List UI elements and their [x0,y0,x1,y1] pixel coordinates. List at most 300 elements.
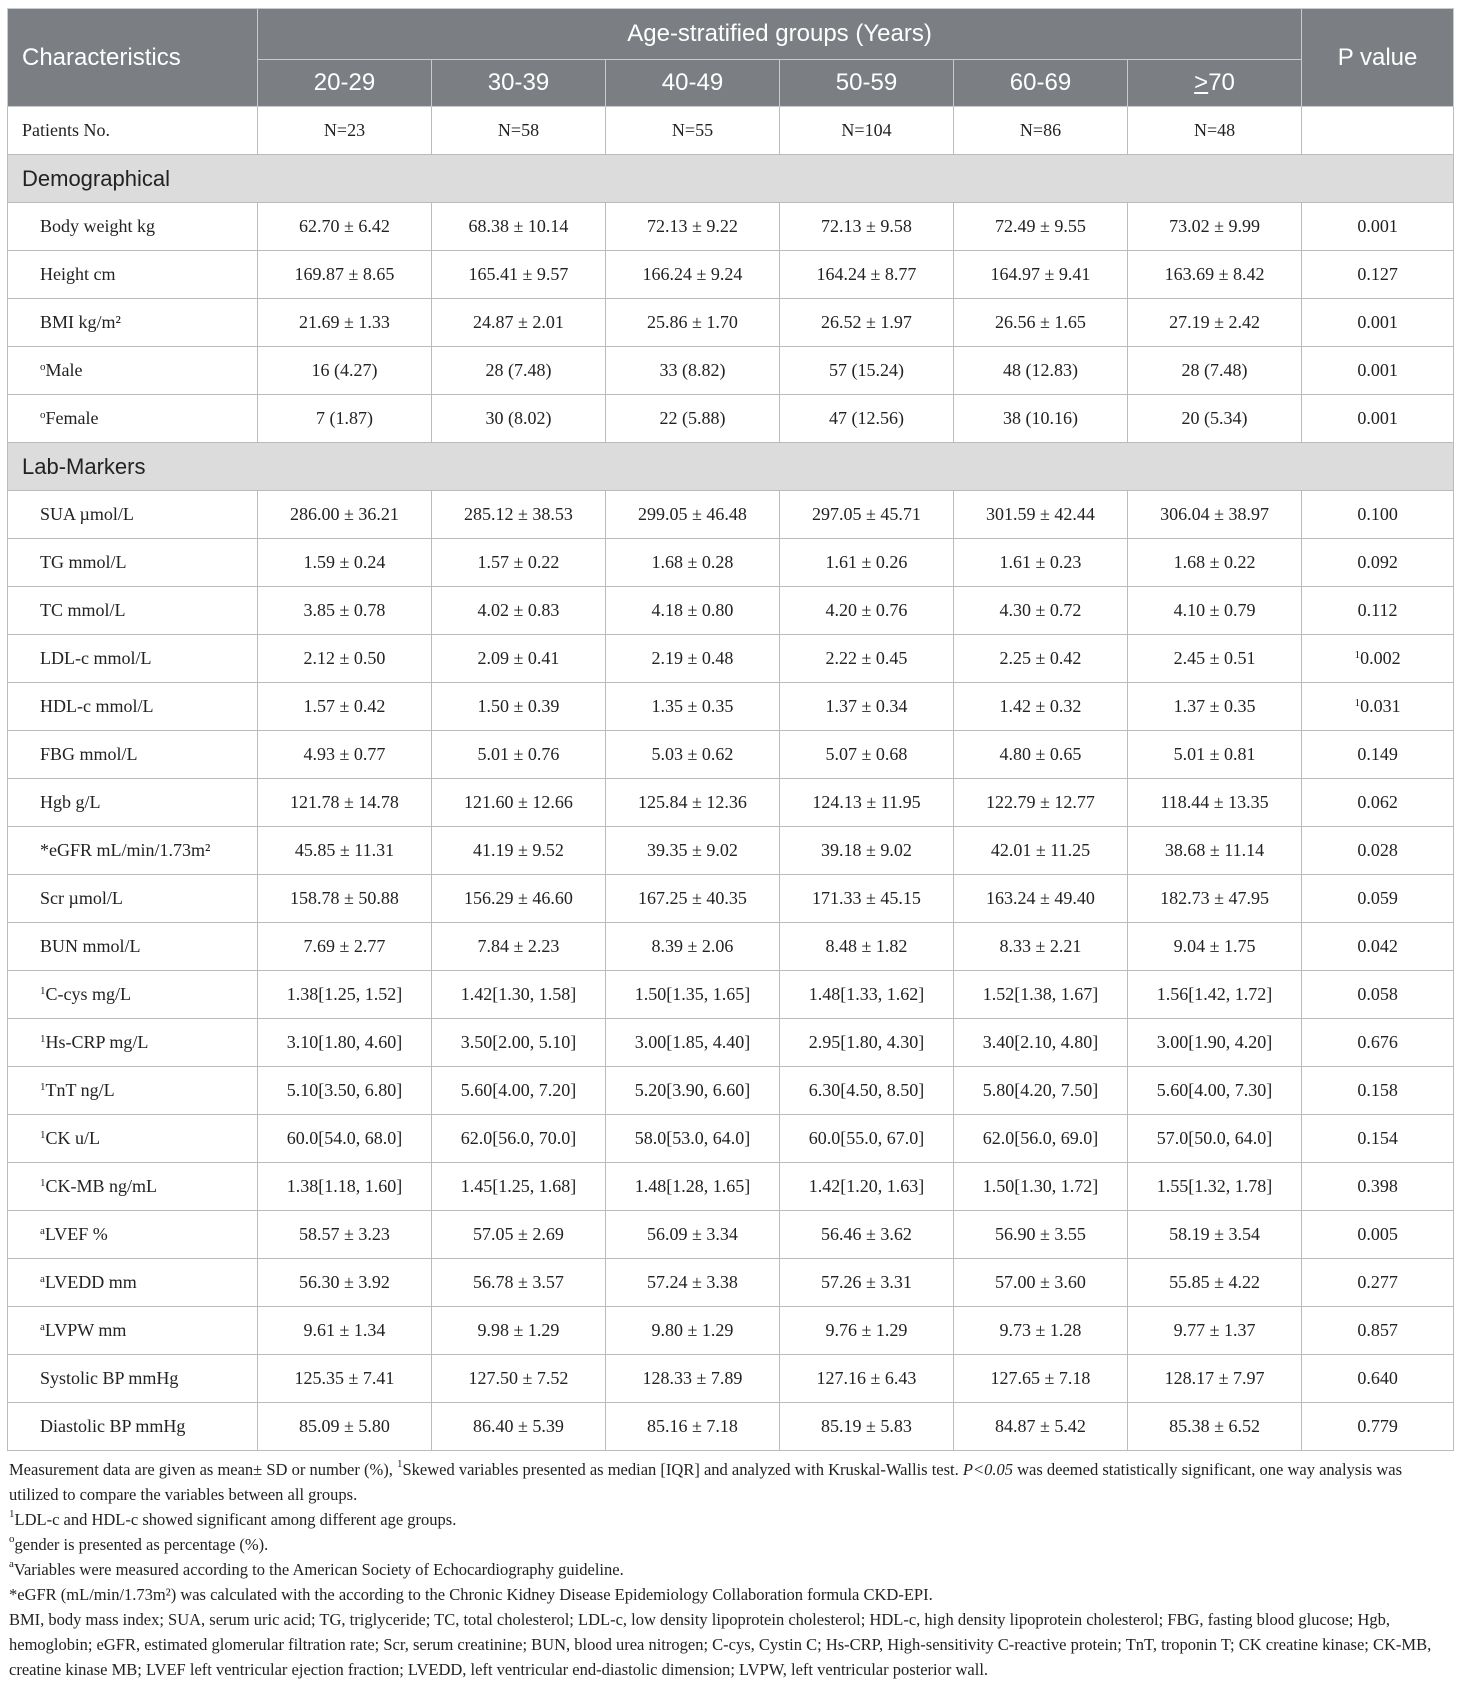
table-row [8,731,1454,779]
p-value-cell [1302,1307,1454,1355]
row-label-mark: o [40,409,46,421]
p-value-text: 0.001 [1357,312,1398,332]
row-label-mark: 1 [40,1081,46,1093]
table-cell: 127.16 ± 6.43 [780,1355,954,1403]
table-cell: 1.68 ± 0.28 [606,539,780,587]
row-label-text: Hgb g/L [40,792,101,812]
p-value-text: 0.062 [1357,792,1398,812]
table-cell: 20 (5.34) [1128,395,1302,443]
p-value-text: 0.127 [1357,264,1398,284]
table-cell: 125.84 ± 12.36 [606,779,780,827]
table-row [8,1403,1454,1451]
table-cell: 4.93 ± 0.77 [258,731,432,779]
table-row [8,923,1454,971]
age-last-value: 70 [1208,69,1235,96]
row-label [8,395,258,443]
row-label-text: CK u/L [45,1128,101,1148]
table-cell: 5.20[3.90, 6.60] [606,1067,780,1115]
table-cell: 1.42[1.30, 1.58] [432,971,606,1019]
table-cell: 1.52[1.38, 1.67] [954,971,1128,1019]
table-cell: 163.69 ± 8.42 [1128,251,1302,299]
p-value-cell [1302,827,1454,875]
p-value-text: 0.001 [1357,216,1398,236]
table-row [8,635,1454,683]
table-cell: N=86 [954,107,1128,155]
table-cell: 3.50[2.00, 5.10] [432,1019,606,1067]
table-cell: 4.02 ± 0.83 [432,587,606,635]
table-cell: 28 (7.48) [1128,347,1302,395]
table-cell: 8.39 ± 2.06 [606,923,780,971]
row-label-text: C-cys mg/L [45,984,131,1004]
table-cell: 1.45[1.25, 1.68] [432,1163,606,1211]
table-cell: 5.80[4.20, 7.50] [954,1067,1128,1115]
table-cell: 56.46 ± 3.62 [780,1211,954,1259]
table-cell: 56.30 ± 3.92 [258,1259,432,1307]
table-row [8,1307,1454,1355]
p-value-cell [1302,1259,1454,1307]
table-row [8,875,1454,923]
table-cell: 1.61 ± 0.26 [780,539,954,587]
p-value-cell [1302,203,1454,251]
p-value-text: 0.042 [1357,936,1398,956]
table-cell: 121.60 ± 12.66 [432,779,606,827]
table-cell: 42.01 ± 11.25 [954,827,1128,875]
table-cell: 1.42[1.20, 1.63] [780,1163,954,1211]
p-value-cell [1302,251,1454,299]
table-cell: 16 (4.27) [258,347,432,395]
table-row [8,539,1454,587]
table-cell: 3.40[2.10, 4.80] [954,1019,1128,1067]
footnote-mark: 1 [9,1508,15,1520]
row-label-text: LVEF % [44,1224,108,1244]
table-cell: 9.73 ± 1.28 [954,1307,1128,1355]
row-label [8,1067,258,1115]
row-label [8,1019,258,1067]
p-value-cell [1302,587,1454,635]
table-cell: 128.17 ± 7.97 [1128,1355,1302,1403]
age-group-header: 30-39 [432,60,606,107]
table-cell: 39.35 ± 9.02 [606,827,780,875]
table-cell: 1.38[1.25, 1.52] [258,971,432,1019]
table-cell: 165.41 ± 9.57 [432,251,606,299]
row-label-text: TG mmol/L [40,552,127,572]
table-row [8,203,1454,251]
p-value-text: 0.005 [1357,1224,1398,1244]
p-value-text: 0.640 [1357,1368,1398,1388]
table-cell: 62.0[56.0, 69.0] [954,1115,1128,1163]
p-value-text: 0.158 [1357,1080,1398,1100]
row-label [8,827,258,875]
table-cell: 1.50[1.35, 1.65] [606,971,780,1019]
table-cell: 85.38 ± 6.52 [1128,1403,1302,1451]
table-cell: 3.85 ± 0.78 [258,587,432,635]
table-cell: 164.97 ± 9.41 [954,251,1128,299]
table-cell: 38 (10.16) [954,395,1128,443]
table-cell: 1.35 ± 0.35 [606,683,780,731]
table-cell: 166.24 ± 9.24 [606,251,780,299]
row-label [8,203,258,251]
row-label-mark: a [40,1225,45,1237]
table-header [8,9,1454,107]
row-label-text: BUN mmol/L [40,936,141,956]
p-value-text: 0.001 [1357,408,1398,428]
table-cell: 125.35 ± 7.41 [258,1355,432,1403]
table-row [8,491,1454,539]
table-cell: 38.68 ± 11.14 [1128,827,1302,875]
footnote-text: Variables were measured according to the American Society of Echocardiography guideline. [13,1560,624,1579]
table-cell: 60.0[55.0, 67.0] [780,1115,954,1163]
row-label-mark: 1 [40,985,46,997]
table-cell: 26.52 ± 1.97 [780,299,954,347]
table-row [8,971,1454,1019]
table-cell: 5.10[3.50, 6.80] [258,1067,432,1115]
table-cell: 5.03 ± 0.62 [606,731,780,779]
p-value-text: 0.028 [1357,840,1398,860]
table-cell: N=48 [1128,107,1302,155]
row-label [8,923,258,971]
row-label-mark: o [40,361,46,373]
table-cell: 62.0[56.0, 70.0] [432,1115,606,1163]
table-cell: 9.61 ± 1.34 [258,1307,432,1355]
table-cell: 122.79 ± 12.77 [954,779,1128,827]
p-value-text: 0.398 [1357,1176,1398,1196]
table-cell: 1.50 ± 0.39 [432,683,606,731]
section-title: Lab-Markers [8,443,1454,491]
table-cell: 1.57 ± 0.42 [258,683,432,731]
row-label [8,1211,258,1259]
table-cell: 1.59 ± 0.24 [258,539,432,587]
age-group-header: 40-49 [606,60,780,107]
footnote-mark: 1 [396,1458,403,1470]
footnote-abbreviations: BMI, body mass index; SUA, serum uric acid; TG, triglyceride; TC, total cholesterol; LDL-c, low density lipoprotein cholesterol; HDL-c, high density lipoprotein cholesterol; FBG, fasting blood glucose; Hgb, hemoglobin; eGFR, estimated glomerular filtration rate; Scr, serum creatinine; BUN, blood urea nitrogen; C-cys, Cystin C; Hs-CRP, High-sensitivity C-reactive protein; TnT, troponin T; CK creatine kinase; CK-MB, creatine kinase MB; LVEF left ventricular ejection fraction; LVEDD, left ventricular end-diastolic dimension; LVPW, left ventricular posterior wall. [9,1610,1432,1679]
footnote-text: was deemed statistically significant, one way analysis was utilized to compare the variables between all groups. [9,1460,1403,1504]
table-cell: 56.78 ± 3.57 [432,1259,606,1307]
table-row [8,1019,1454,1067]
patients-row [8,107,1454,155]
footnote-echo [9,1557,1455,1582]
row-label-mark: 1 [40,1177,46,1189]
age-group-header [1128,60,1302,107]
row-label-text: LVPW mm [44,1320,127,1340]
table-row [8,827,1454,875]
row-label: Patients No. [8,107,258,155]
p-value-cell [1302,1211,1454,1259]
row-label-text: SUA µmol/L [40,504,134,524]
data-table [7,8,1454,1451]
p-value-cell [1302,539,1454,587]
row-label-text: Height cm [40,264,116,284]
table-cell: 7 (1.87) [258,395,432,443]
table-cell: 45.85 ± 11.31 [258,827,432,875]
table-cell: 8.48 ± 1.82 [780,923,954,971]
table-cell: 121.78 ± 14.78 [258,779,432,827]
table-cell: 72.49 ± 9.55 [954,203,1128,251]
table-cell: 1.55[1.32, 1.78] [1128,1163,1302,1211]
p-value-text: 0.059 [1357,888,1398,908]
footnote-gender [9,1532,1455,1557]
table-cell: 2.09 ± 0.41 [432,635,606,683]
footnote-mark: a [9,1558,14,1570]
table-cell: 41.19 ± 9.52 [432,827,606,875]
p-value-cell [1302,923,1454,971]
table-row [8,347,1454,395]
table-body [8,107,1454,1451]
row-label-text: TC mmol/L [40,600,126,620]
table-cell: 2.25 ± 0.42 [954,635,1128,683]
table-cell: 39.18 ± 9.02 [780,827,954,875]
table-cell: N=23 [258,107,432,155]
p-value-cell [1302,299,1454,347]
footnote-mark: o [9,1533,15,1545]
table-cell: 58.0[53.0, 64.0] [606,1115,780,1163]
table-cell: 1.48[1.33, 1.62] [780,971,954,1019]
table-cell: 164.24 ± 8.77 [780,251,954,299]
table-cell: 85.19 ± 5.83 [780,1403,954,1451]
table-cell: 3.00[1.85, 4.40] [606,1019,780,1067]
table-cell: 8.33 ± 2.21 [954,923,1128,971]
row-label [8,587,258,635]
table-cell: 127.50 ± 7.52 [432,1355,606,1403]
row-label-text: Female [45,408,99,428]
p-value-cell [1302,1019,1454,1067]
row-label [8,1115,258,1163]
footnote-text: Skewed variables presented as median [IQR] and analyzed with Kruskal-Wallis test. [402,1460,963,1479]
table-cell: 1.37 ± 0.34 [780,683,954,731]
table-cell: 9.76 ± 1.29 [780,1307,954,1355]
row-label [8,875,258,923]
table-cell: 33 (8.82) [606,347,780,395]
p-value-cell [1302,1163,1454,1211]
table-row [8,683,1454,731]
table-cell: 85.16 ± 7.18 [606,1403,780,1451]
row-label [8,1403,258,1451]
p-value-text: 0.100 [1357,504,1398,524]
table-cell: 9.98 ± 1.29 [432,1307,606,1355]
table-cell: 62.70 ± 6.42 [258,203,432,251]
table-cell: 1.68 ± 0.22 [1128,539,1302,587]
table-cell: 48 (12.83) [954,347,1128,395]
table-cell: 2.22 ± 0.45 [780,635,954,683]
table-cell: 47 (12.56) [780,395,954,443]
table-cell: 60.0[54.0, 68.0] [258,1115,432,1163]
table-cell: 9.04 ± 1.75 [1128,923,1302,971]
table-cell: 7.69 ± 2.77 [258,923,432,971]
table-container [7,8,1453,1682]
row-label-mark: 1 [40,1129,46,1141]
row-label-text: TnT ng/L [45,1080,115,1100]
table-row [8,1067,1454,1115]
p-value-cell [1302,683,1454,731]
age-group-header: 60-69 [954,60,1128,107]
p-value-cell [1302,971,1454,1019]
p-value-cell [1302,875,1454,923]
row-label-text: FBG mmol/L [40,744,138,764]
table-cell: 3.00[1.90, 4.20] [1128,1019,1302,1067]
footnote-measurement [9,1457,1455,1507]
table-cell: 24.87 ± 2.01 [432,299,606,347]
table-cell: 5.60[4.00, 7.20] [432,1067,606,1115]
p-value-text: 0.002 [1360,648,1401,668]
table-cell: 286.00 ± 36.21 [258,491,432,539]
section-header-row [8,443,1454,491]
table-cell: 127.65 ± 7.18 [954,1355,1128,1403]
group-title-header: Age-stratified groups (Years) [258,9,1302,60]
table-row [8,779,1454,827]
table-cell: 9.77 ± 1.37 [1128,1307,1302,1355]
row-label [8,779,258,827]
table-cell: 28 (7.48) [432,347,606,395]
p-value-header: P value [1302,9,1454,107]
table-cell: N=104 [780,107,954,155]
p-value-cell [1302,1355,1454,1403]
table-cell: 1.61 ± 0.23 [954,539,1128,587]
table-cell: 1.56[1.42, 1.72] [1128,971,1302,1019]
table-cell: 57.0[50.0, 64.0] [1128,1115,1302,1163]
row-label-text: LVEDD mm [44,1272,137,1292]
p-value-mark: 1 [1354,649,1361,661]
table-cell: 22 (5.88) [606,395,780,443]
table-cell: 58.19 ± 3.54 [1128,1211,1302,1259]
row-label-text: HDL-c mmol/L [40,696,154,716]
row-label-text: Scr µmol/L [40,888,123,908]
row-label [8,971,258,1019]
table-cell: 26.56 ± 1.65 [954,299,1128,347]
table-cell: 5.01 ± 0.81 [1128,731,1302,779]
table-row [8,1355,1454,1403]
table-cell: 2.19 ± 0.48 [606,635,780,683]
table-row [8,251,1454,299]
table-cell: 124.13 ± 11.95 [780,779,954,827]
p-value-text: 0.001 [1357,360,1398,380]
table-cell: 167.25 ± 40.35 [606,875,780,923]
table-cell: 21.69 ± 1.33 [258,299,432,347]
table-cell: 57.26 ± 3.31 [780,1259,954,1307]
table-cell: 86.40 ± 5.39 [432,1403,606,1451]
table-cell: 285.12 ± 38.53 [432,491,606,539]
table-cell: 156.29 ± 46.60 [432,875,606,923]
table-cell: 2.45 ± 0.51 [1128,635,1302,683]
table-row [8,1115,1454,1163]
table-cell: 30 (8.02) [432,395,606,443]
p-value-cell [1302,491,1454,539]
row-label-text: Hs-CRP mg/L [45,1032,149,1052]
row-label-text: *eGFR mL/min/1.73m² [40,840,211,860]
footnote-egfr: *eGFR (mL/min/1.73m²) was calculated with the according to the Chronic Kidney Disease Epidemiology Collaboration formula CKD-EPI. [9,1585,933,1604]
section-title: Demographical [8,155,1454,203]
table-row [8,1259,1454,1307]
row-label-text: Systolic BP mmHg [40,1368,179,1388]
table-cell: 169.87 ± 8.65 [258,251,432,299]
table-cell: 1.38[1.18, 1.60] [258,1163,432,1211]
table-cell: 182.73 ± 47.95 [1128,875,1302,923]
table-cell: 299.05 ± 46.48 [606,491,780,539]
table-cell: 2.12 ± 0.50 [258,635,432,683]
p-value-text: 0.149 [1357,744,1398,764]
table-cell: 4.80 ± 0.65 [954,731,1128,779]
table-cell: 57.24 ± 3.38 [606,1259,780,1307]
table-cell: 158.78 ± 50.88 [258,875,432,923]
row-label-text: Male [45,360,83,380]
table-cell: 163.24 ± 49.40 [954,875,1128,923]
row-label-text: CK-MB ng/mL [45,1176,158,1196]
table-row [8,299,1454,347]
table-cell: 6.30[4.50, 8.50] [780,1067,954,1115]
section-header-row [8,155,1454,203]
table-cell: 72.13 ± 9.58 [780,203,954,251]
characteristics-header: Characteristics [8,9,258,107]
footnote-text: LDL-c and HDL-c showed significant among different age groups. [14,1510,457,1529]
age-group-header: 50-59 [780,60,954,107]
table-cell: 297.05 ± 45.71 [780,491,954,539]
row-label [8,251,258,299]
row-label [8,299,258,347]
p-value-cell [1302,1403,1454,1451]
table-cell: 72.13 ± 9.22 [606,203,780,251]
p-value-cell [1302,107,1454,155]
table-cell: 84.87 ± 5.42 [954,1403,1128,1451]
p-value-text: 0.779 [1357,1416,1398,1436]
table-row [8,1163,1454,1211]
table-row [8,1211,1454,1259]
table-cell: 301.59 ± 42.44 [954,491,1128,539]
p-value-cell [1302,635,1454,683]
table-cell: 57.00 ± 3.60 [954,1259,1128,1307]
table-cell: 306.04 ± 38.97 [1128,491,1302,539]
table-row [8,395,1454,443]
table-cell: 73.02 ± 9.99 [1128,203,1302,251]
table-cell: 1.48[1.28, 1.65] [606,1163,780,1211]
ge-symbol: > [1194,69,1209,96]
p-value-cell [1302,1067,1454,1115]
p-value-text: 0.058 [1357,984,1398,1004]
table-cell: 68.38 ± 10.14 [432,203,606,251]
row-label [8,347,258,395]
table-cell: 55.85 ± 4.22 [1128,1259,1302,1307]
row-label [8,731,258,779]
footnote-text: gender is presented as percentage (%). [14,1535,269,1554]
row-label-text: Body weight kg [40,216,155,236]
table-cell: 4.18 ± 0.80 [606,587,780,635]
table-cell: 118.44 ± 13.35 [1128,779,1302,827]
footnote-text: Measurement data are given as mean± SD or number (%), [9,1460,397,1479]
row-label [8,1355,258,1403]
table-cell: 56.90 ± 3.55 [954,1211,1128,1259]
table-cell: 5.60[4.00, 7.30] [1128,1067,1302,1115]
p-value-text: 0.031 [1360,696,1401,716]
table-cell: 171.33 ± 45.15 [780,875,954,923]
table-cell: 1.37 ± 0.35 [1128,683,1302,731]
table-cell: 85.09 ± 5.80 [258,1403,432,1451]
p-value-cell [1302,395,1454,443]
p-value-cell [1302,1115,1454,1163]
table-cell: 25.86 ± 1.70 [606,299,780,347]
age-group-header: 20-29 [258,60,432,107]
table-cell: 57.05 ± 2.69 [432,1211,606,1259]
p-value-text: 0.676 [1357,1032,1398,1052]
table-cell: 27.19 ± 2.42 [1128,299,1302,347]
row-label [8,683,258,731]
row-label [8,1307,258,1355]
row-label [8,1163,258,1211]
p-value-text: 0.112 [1357,600,1398,620]
row-label [8,491,258,539]
p-value-text: 0.277 [1357,1272,1398,1292]
row-label-mark: a [40,1273,45,1285]
table-cell: 56.09 ± 3.34 [606,1211,780,1259]
row-label-mark: 1 [40,1033,46,1045]
row-label [8,635,258,683]
table-cell: 1.50[1.30, 1.72] [954,1163,1128,1211]
